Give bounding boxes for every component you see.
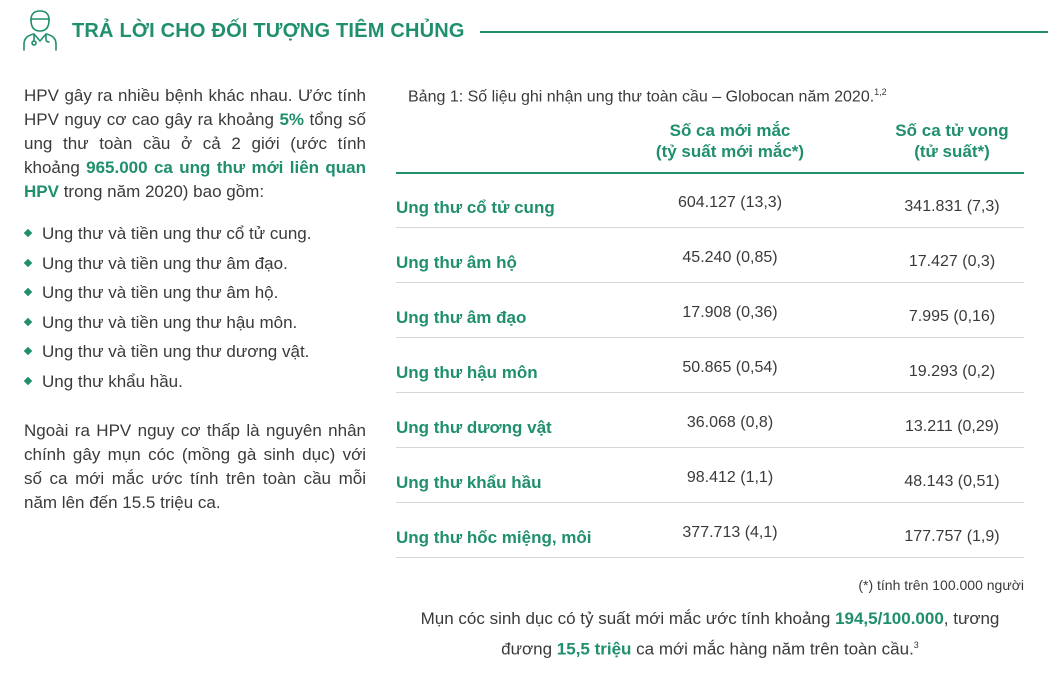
deaths-value: 48.143 (0,51) [904,473,1000,490]
outro-paragraph: Ngoài ra HPV nguy cơ thấp là nguyên nhân chính gây mụn cóc (mồng gà sinh dục) với số ca mới mắc ước tính trên toàn cầu mỗi năm lên đến 15.5 triệu ca. [24,421,366,512]
table-row [396,174,1024,228]
highlight-case-count: 965.000 ca ung thư mới liên quan HPV [24,158,366,201]
cancer-name: Ung thư hốc miệng, môi [396,528,592,547]
new-cases-value: 604.127 (13,3) [677,194,783,211]
list-item: Ung thư khẩu hầu. [24,370,366,400]
section-title: TRẢ LỜI CHO ĐỐI TƯỢNG TIÊM CHỦNG [72,20,465,42]
column-header-deaths: Số ca tử vong (tử suất*) [895,121,1009,161]
new-cases-value: 17.908 (0,36) [682,304,778,321]
row-divider [396,337,1024,338]
table-caption: Bảng 1: Số liệu ghi nhận ung thư toàn cầu – Globocan năm 2020.$^{1,2}$ [408,87,887,106]
new-cases-value: 50.865 (0,54) [682,359,778,376]
diamond-bullet-icon [24,288,32,296]
highlight-percentage: 5% [279,110,305,129]
header-divider [480,31,1048,33]
table-row [396,229,1024,283]
row-divider [396,392,1024,393]
wart-summary: Mụn cóc sinh dục có tỷ suất mới mắc ước tính khoảng 194,5/100.000, tương đương 15,5 triệu ca mới mắc hàng năm trên toàn cầu.$^3$ [420,609,1000,659]
table-footnote: (*) tính trên 100.000 người [858,577,1024,593]
cancer-name: Ung thư âm đạo [396,308,527,327]
new-cases-value: 36.068 (0,8) [686,414,774,431]
diamond-bullet-icon [24,376,32,384]
hpv-description [24,84,366,515]
cancer-name: Ung thư dương vật [396,418,552,437]
doctor-icon [20,8,60,52]
row-divider [396,557,1024,558]
intro-paragraph: HPV gây ra nhiều bệnh khác nhau. Ước tính HPV nguy cơ cao gây ra khoảng 5% tổng số ung thư toàn cầu ở cả 2 giới (ước tính khoảng 965.000 ca ung thư mới liên quan HPV trong năm 2020) bao gồm: [24,86,366,201]
table-row [396,394,1024,448]
deaths-value: 13.211 (0,29) [905,418,999,435]
deaths-value: 177.757 (1,9) [904,528,1000,545]
deaths-value: 341.831 (7,3) [904,198,1000,215]
new-cases-value: 98.412 (1,1) [686,469,774,486]
row-divider [396,447,1024,448]
column-header-new-cases: Số ca mới mắc (tỷ suất mới mắc*) [655,121,805,161]
list-item: Ung thư và tiền ung thư âm đạo. [24,252,366,282]
highlight-incidence: 194,5/100.000 [835,609,944,628]
table-row [396,339,1024,393]
cancer-name: Ung thư cổ tử cung [396,198,555,217]
deaths-value: 7.995 (0,16) [908,308,996,325]
cancer-name: Ung thư khẩu hầu [396,473,542,492]
cancer-list [24,222,366,399]
new-cases-value: 45.240 (0,85) [682,249,778,266]
diamond-bullet-icon [24,258,32,266]
list-item: Ung thư và tiền ung thư hậu môn. [24,311,366,341]
table-row [396,449,1024,503]
list-item: Ung thư và tiền ung thư dương vật. [24,340,366,370]
table-row [396,284,1024,338]
section-header [20,8,1048,54]
deaths-value: 17.427 (0,3) [908,253,996,270]
row-divider [396,502,1024,503]
cancer-name: Ung thư âm hộ [396,253,517,272]
highlight-annual-cases: 15,5 triệu [556,639,632,659]
deaths-value: 19.293 (0,2) [908,363,996,380]
row-divider [396,282,1024,283]
table-row [396,504,1024,558]
row-divider [396,227,1024,228]
new-cases-value: 377.713 (4,1) [682,524,778,541]
diamond-bullet-icon [24,317,32,325]
diamond-bullet-icon [24,347,32,355]
list-item: Ung thư và tiền ung thư cổ tử cung. [24,222,366,252]
cancer-name: Ung thư hậu môn [396,363,538,382]
list-item: Ung thư và tiền ung thư âm hộ. [24,281,366,311]
diamond-bullet-icon [24,229,32,237]
